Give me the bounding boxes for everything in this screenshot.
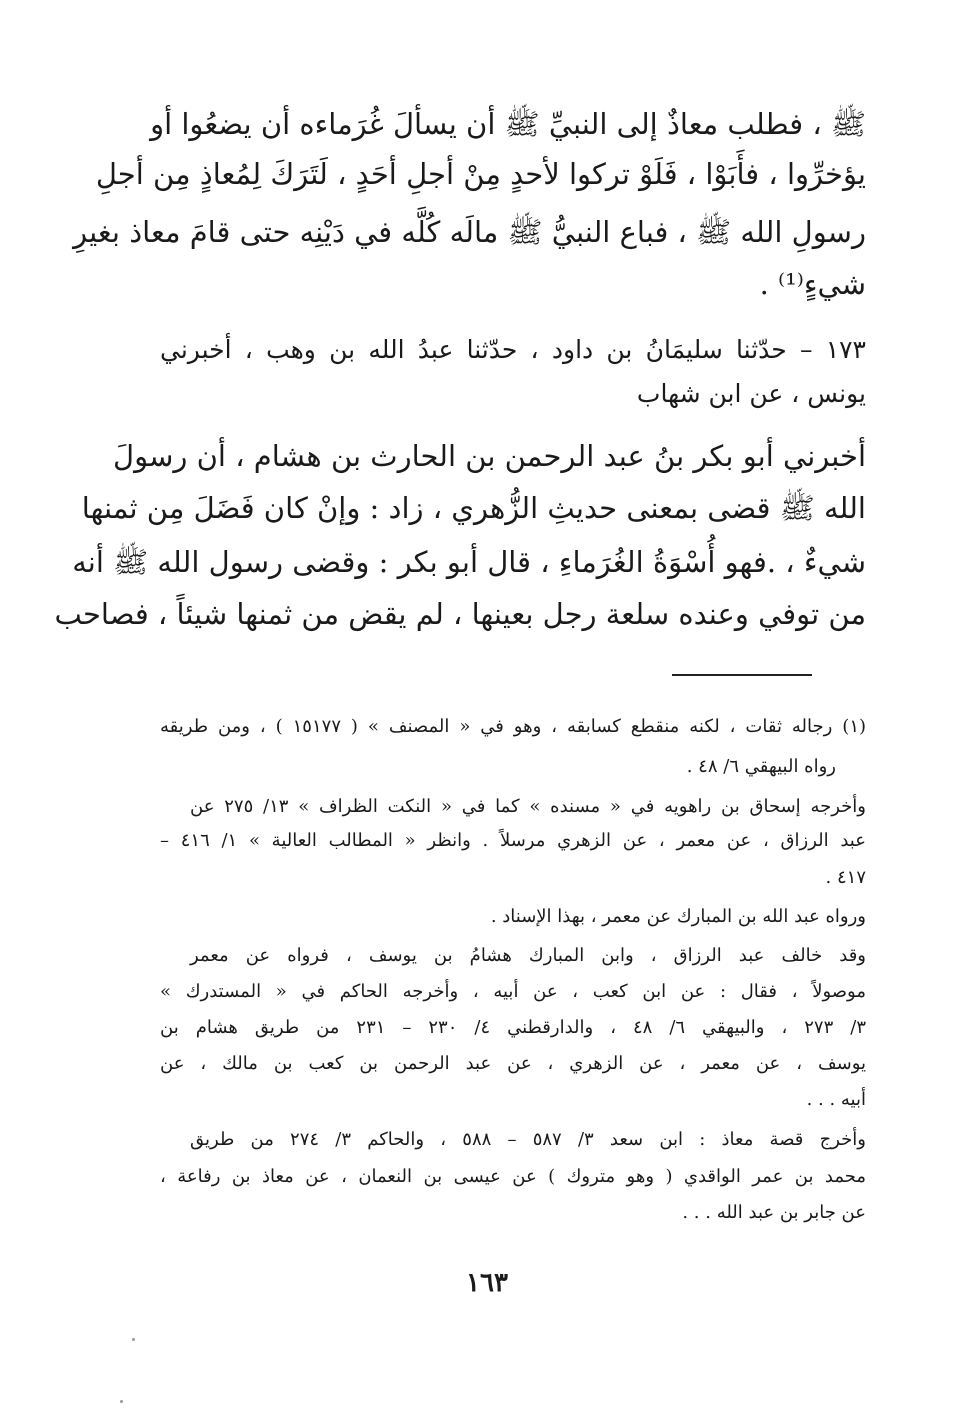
- footnote-line-3: وأخرجه إسحاق بن راهويه في « مسنده » كما في « النكت الظراف » ١٣/ ٢٧٥ عن: [190, 796, 866, 817]
- scan-speck: [132, 1338, 135, 1341]
- footnote-line-10: يوسف ، عن معمر ، عن الزهري ، عن عبد الرحمن بن كعب بن مالك ، عن: [160, 1053, 866, 1074]
- continuation-line-2: الله ﷺ قضى بمعنى حديثِ الزُّهري ، زاد : وإنْ كان فَضَلَ مِن ثمنها: [81, 491, 866, 525]
- scan-speck: [120, 1400, 123, 1403]
- continuation-line-3: شيءٌ ، .فهو أُسْوَةُ الغُرَماءِ ، قال أبو بكر : وقضى رسول الله ﷺ أنه: [72, 545, 866, 579]
- footnote-separator: [672, 674, 812, 676]
- footnote-line-12: وأخرج قصة معاذ : ابن سعد ٣/ ٥٨٧ – ٥٨٨ ، والحاكم ٣/ ٢٧٤ من طريق: [190, 1129, 866, 1150]
- footnote-line-4: عبد الرزاق ، عن معمر ، عن الزهري مرسلاً . وانظر « المطالب العالية » ١/ ٤١٦ –: [160, 830, 866, 851]
- body-line-1: ﷺ ، فطلب معاذٌ إلى النبيِّ ﷺ أن يسألَ غُرَماءه أن يضعُوا أو: [150, 107, 866, 141]
- page-number: ١٦٣: [466, 1268, 508, 1298]
- footnote-line-7: وقد خالف عبد الرزاق ، وابن المبارك هشامُ بن يوسف ، فرواه عن معمر: [190, 945, 866, 966]
- footnote-line-13: محمد بن عمر الواقدي ( وهو متروك ) عن عيسى بن النعمان ، عن معاذ بن رفاعة ،: [160, 1166, 866, 1187]
- continuation-line-1: أخبرني أبو بكر بنُ عبد الرحمن بن الحارث بن هشام ، أن رسولَ: [113, 439, 866, 473]
- footnote-line-2: رواه البيهقي ٦/ ٤٨ .: [686, 756, 836, 777]
- footnote-line-6: ورواه عبد الله بن المبارك عن معمر ، بهذا الإسناد .: [490, 906, 866, 927]
- continuation-line-4: من توفي وعنده سلعة رجل بعينها ، لم يقض من ثمنها شيئاً ، فصاحب: [54, 597, 866, 631]
- footnote-line-9: ٣/ ٢٧٣ ، والبيهقي ٦/ ٤٨ ، والدارقطني ٤/ ٢٣٠ – ٢٣١ من طريق هشام بن: [160, 1017, 866, 1038]
- body-line-4: شيءٍ⁽¹⁾ .: [759, 267, 866, 301]
- body-line-3: رسولِ الله ﷺ ، فباع النبيُّ ﷺ مالَه كُلَّه في دَيْنِه حتى قامَ معاذ بغيرِ: [73, 215, 866, 249]
- footnote-line-1: (١) رجاله ثقات ، لكنه منقطع كسابقه ، وهو في « المصنف » ( ١٥١٧٧ ) ، ومن طريقه: [160, 716, 867, 737]
- footnote-line-14: عن جابر بن عبد الله . . .: [682, 1202, 866, 1223]
- hadith-line-1: ١٧٣ – حدّثنا سليمَانُ بن داود ، حدّثنا عبدُ الله بن وهب ، أخبرني: [160, 335, 866, 364]
- footnote-line-8: موصولاً ، فقال : عن ابن كعب ، عن أبيه ، وأخرجه الحاكم في « المستدرك »: [160, 981, 866, 1002]
- hadith-line-2: يونس ، عن ابن شهاب: [636, 379, 866, 408]
- footnote-line-5: ٤١٧ .: [825, 867, 866, 888]
- footnote-line-11: أبيه . . .: [806, 1089, 866, 1110]
- body-line-2: يؤخرِّوا ، فأَبَوْا ، فَلَوْ تركوا لأحدٍ مِنْ أجلِ أحَدٍ ، لَتَرَكَ لِمُعاذٍ مِن أجلِ: [95, 157, 866, 191]
